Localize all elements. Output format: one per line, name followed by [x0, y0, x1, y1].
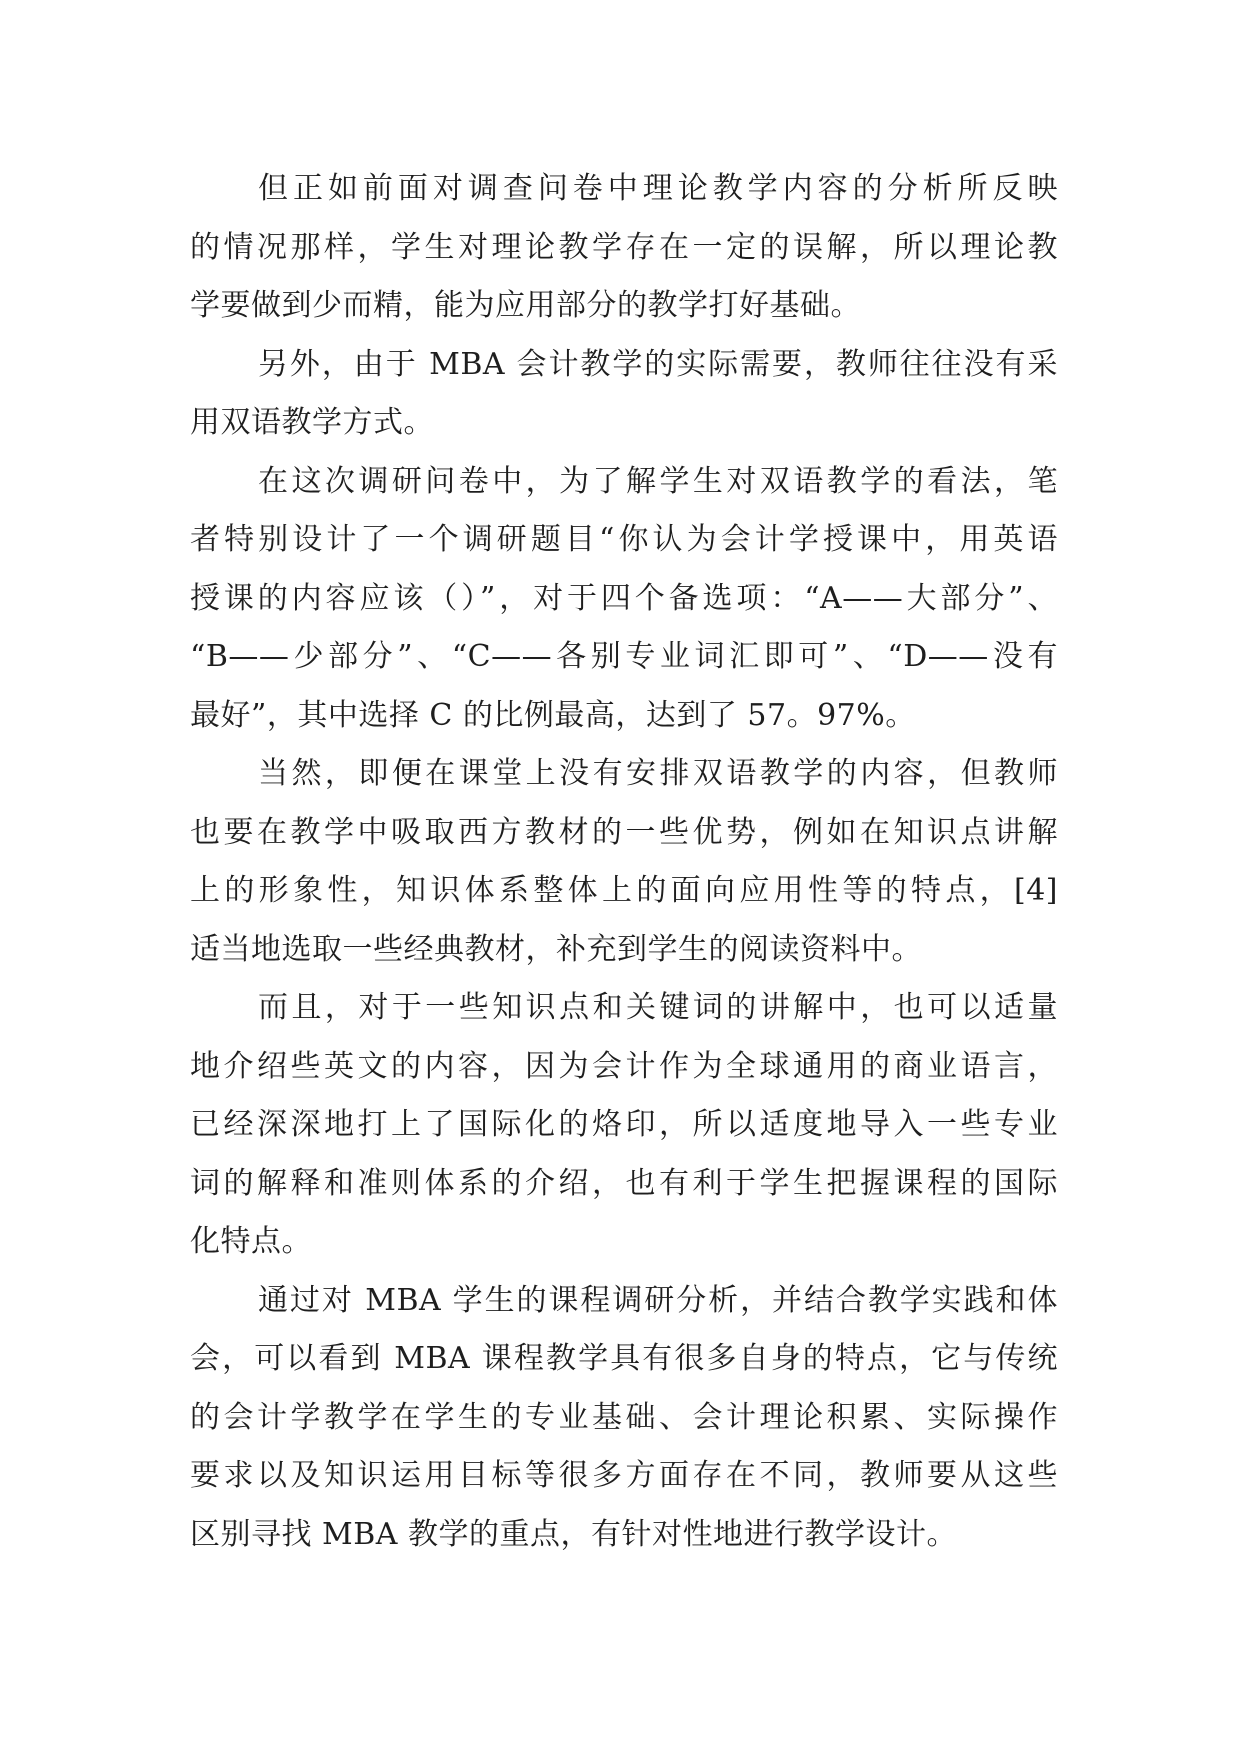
document-page — [190, 160, 1058, 1564]
text-line: 会，可以看到 MBA 课程教学具有很多自身的特点，它与传统 — [190, 1341, 1058, 1376]
paragraph-2 — [190, 336, 1058, 453]
text-line: 用双语教学方式。 — [190, 405, 434, 440]
text-line: 而且，对于一些知识点和关键词的讲解中，也可以适量 — [258, 990, 1058, 1025]
text-line: 者特别设计了一个调研题目“你认为会计学授课中，用英语 — [190, 522, 1058, 557]
text-line: 的会计学教学在学生的专业基础、会计理论积累、实际操作 — [190, 1399, 1058, 1435]
text-line: 词的解释和准则体系的介绍，也有利于学生把握课程的国际 — [190, 1165, 1058, 1201]
text-line: 已经深深地打上了国际化的烙印，所以适度地导入一些专业 — [190, 1107, 1058, 1142]
text-line: 要求以及知识运用目标等很多方面存在不同，教师要从这些 — [190, 1458, 1058, 1493]
text-line: 学要做到少而精，能为应用部分的教学打好基础。 — [190, 288, 861, 323]
text-line: 适当地选取一些经典教材，补充到学生的阅读资料中。 — [190, 931, 922, 967]
text-line: 也要在教学中吸取西方教材的一些优势，例如在知识点讲解 — [190, 814, 1058, 850]
paragraph-5 — [190, 979, 1058, 1272]
text-line: 上的形象性，知识体系整体上的面向应用性等的特点，[4] — [190, 873, 1058, 908]
paragraph-1 — [190, 160, 1058, 336]
text-line: 授课的内容应该（）”，对于四个备选项：“A——大部分”、 — [190, 580, 1058, 616]
paragraph-3 — [190, 453, 1058, 746]
paragraph-6 — [190, 1272, 1058, 1565]
text-line: “B——少部分”、“C——各别专业词汇即可”、“D——没有 — [190, 639, 1058, 674]
paragraph-4 — [190, 745, 1058, 979]
text-line: 通过对 MBA 学生的课程调研分析，并结合教学实践和体 — [258, 1282, 1058, 1318]
text-line: 地介绍些英文的内容，因为会计作为全球通用的商业语言， — [190, 1048, 1058, 1084]
text-line: 最好”，其中选择 C 的比例最高，达到了 57。97%。 — [190, 697, 916, 733]
text-line: 化特点。 — [190, 1224, 312, 1259]
text-line: 另外，由于 MBA 会计教学的实际需要，教师往往没有采 — [258, 346, 1058, 382]
text-line: 当然，即便在课堂上没有安排双语教学的内容，但教师 — [258, 756, 1058, 791]
text-line: 区别寻找 MBA 教学的重点，有针对性地进行教学设计。 — [190, 1516, 958, 1552]
text-line: 在这次调研问卷中，为了解学生对双语教学的看法，笔 — [258, 463, 1058, 499]
text-line: 的情况那样，学生对理论教学存在一定的误解，所以理论教 — [190, 229, 1058, 265]
text-line: 但正如前面对调查问卷中理论教学内容的分析所反映 — [258, 171, 1058, 206]
